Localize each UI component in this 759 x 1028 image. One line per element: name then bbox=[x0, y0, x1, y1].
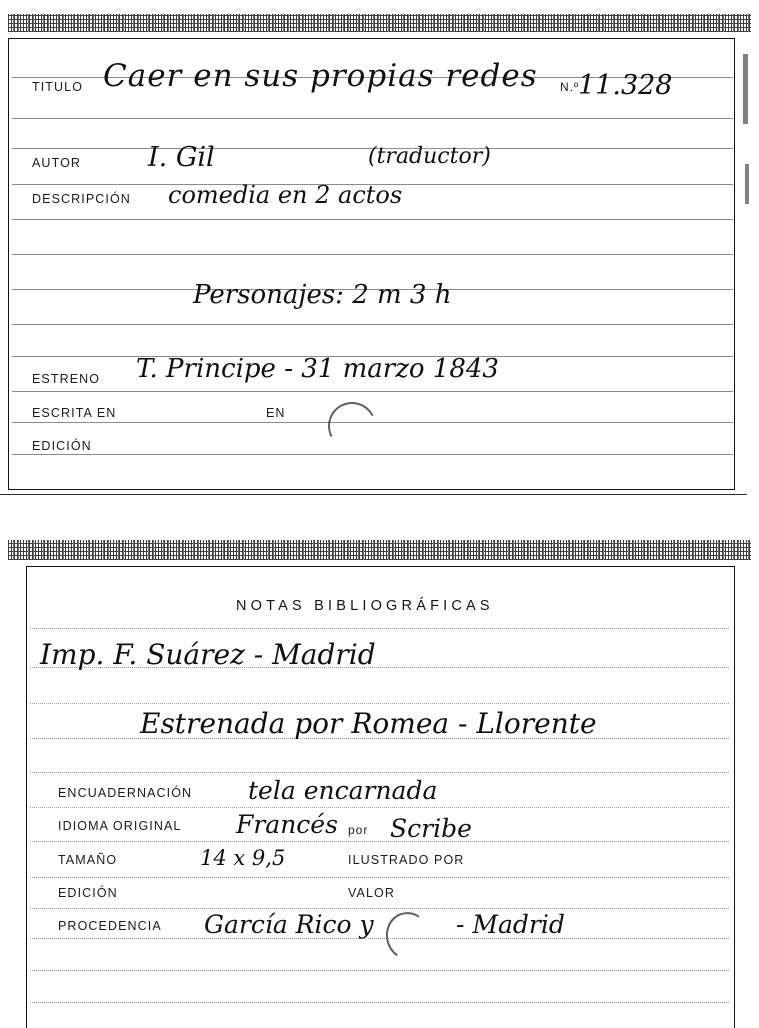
field-label-idioma-original: IDIOMA ORIGINAL bbox=[58, 819, 182, 833]
rule-line bbox=[12, 324, 733, 325]
scan-divider bbox=[0, 494, 747, 495]
note-line-estrenada-por: Estrenada por Romea - Llorente bbox=[140, 707, 597, 740]
field-label-encuadernacion: ENCUADERNACIÓN bbox=[58, 786, 193, 800]
field-label-edicion: EDICIÓN bbox=[32, 439, 92, 453]
field-value-tamano: 14 x 9,5 bbox=[200, 846, 286, 870]
scan-speck bbox=[743, 54, 748, 124]
rule-line bbox=[30, 938, 729, 939]
rule-line bbox=[30, 841, 729, 842]
field-value-encuadernacion: tela encarnada bbox=[248, 776, 438, 805]
rule-line bbox=[30, 628, 729, 629]
catalog-card-back bbox=[8, 540, 751, 1028]
field-value-idioma-original: Francés bbox=[236, 810, 338, 839]
field-value-titulo: Caer en sus propias redes bbox=[103, 58, 538, 94]
rule-line bbox=[30, 908, 729, 909]
field-value-procedencia: García Rico y bbox=[204, 910, 374, 939]
rule-line bbox=[30, 807, 729, 808]
rule-line bbox=[30, 703, 729, 704]
rule-line bbox=[30, 772, 729, 773]
field-value-descripcion: comedia en 2 actos bbox=[168, 181, 403, 209]
catalog-card-front bbox=[8, 14, 751, 492]
notes-heading: NOTAS BIBLIOGRÁFICAS bbox=[236, 598, 494, 614]
rule-line bbox=[12, 454, 733, 455]
field-label-descripcion: DESCRIPCIÓN bbox=[32, 192, 131, 206]
field-label-idioma-por: por bbox=[348, 823, 369, 837]
field-label-escrita-en: ESCRITA EN bbox=[32, 406, 117, 420]
field-value-idioma-autor-original: Scribe bbox=[390, 814, 472, 843]
field-label-autor: AUTOR bbox=[32, 156, 82, 170]
rule-line bbox=[12, 219, 733, 220]
field-note-traductor: (traductor) bbox=[368, 144, 491, 169]
rule-line bbox=[12, 254, 733, 255]
field-label-numero: N.º bbox=[560, 80, 580, 94]
rule-line bbox=[30, 1002, 729, 1003]
rule-line bbox=[12, 391, 733, 392]
scan-speck bbox=[745, 164, 749, 204]
rule-line bbox=[30, 970, 729, 971]
field-value-estreno: T. Principe - 31 marzo 1843 bbox=[136, 354, 499, 384]
field-label-tamano: TAMAÑO bbox=[58, 853, 118, 867]
field-label-procedencia: PROCEDENCIA bbox=[58, 919, 162, 933]
field-value-numero: 11.328 bbox=[578, 70, 673, 101]
field-value-autor: I. Gil bbox=[148, 142, 215, 173]
rule-line bbox=[12, 118, 733, 119]
field-value-personajes: Personajes: 2 m 3 h bbox=[193, 280, 452, 310]
field-label-valor: VALOR bbox=[348, 886, 395, 900]
field-value-procedencia-ciudad: - Madrid bbox=[456, 910, 565, 939]
field-label-edicion: EDICIÓN bbox=[58, 886, 118, 900]
scan-noise-strip-top bbox=[8, 540, 751, 560]
field-label-titulo: TITULO bbox=[32, 80, 84, 94]
rule-line bbox=[30, 877, 729, 878]
note-line-imprenta: Imp. F. Suárez - Madrid bbox=[40, 638, 376, 671]
field-label-estreno: ESTRENO bbox=[32, 372, 101, 386]
field-label-ilustrado-por: ILUSTRADO POR bbox=[348, 853, 465, 867]
field-label-escrita-en-inline: EN bbox=[266, 406, 286, 420]
scan-noise-strip-top bbox=[8, 14, 751, 32]
